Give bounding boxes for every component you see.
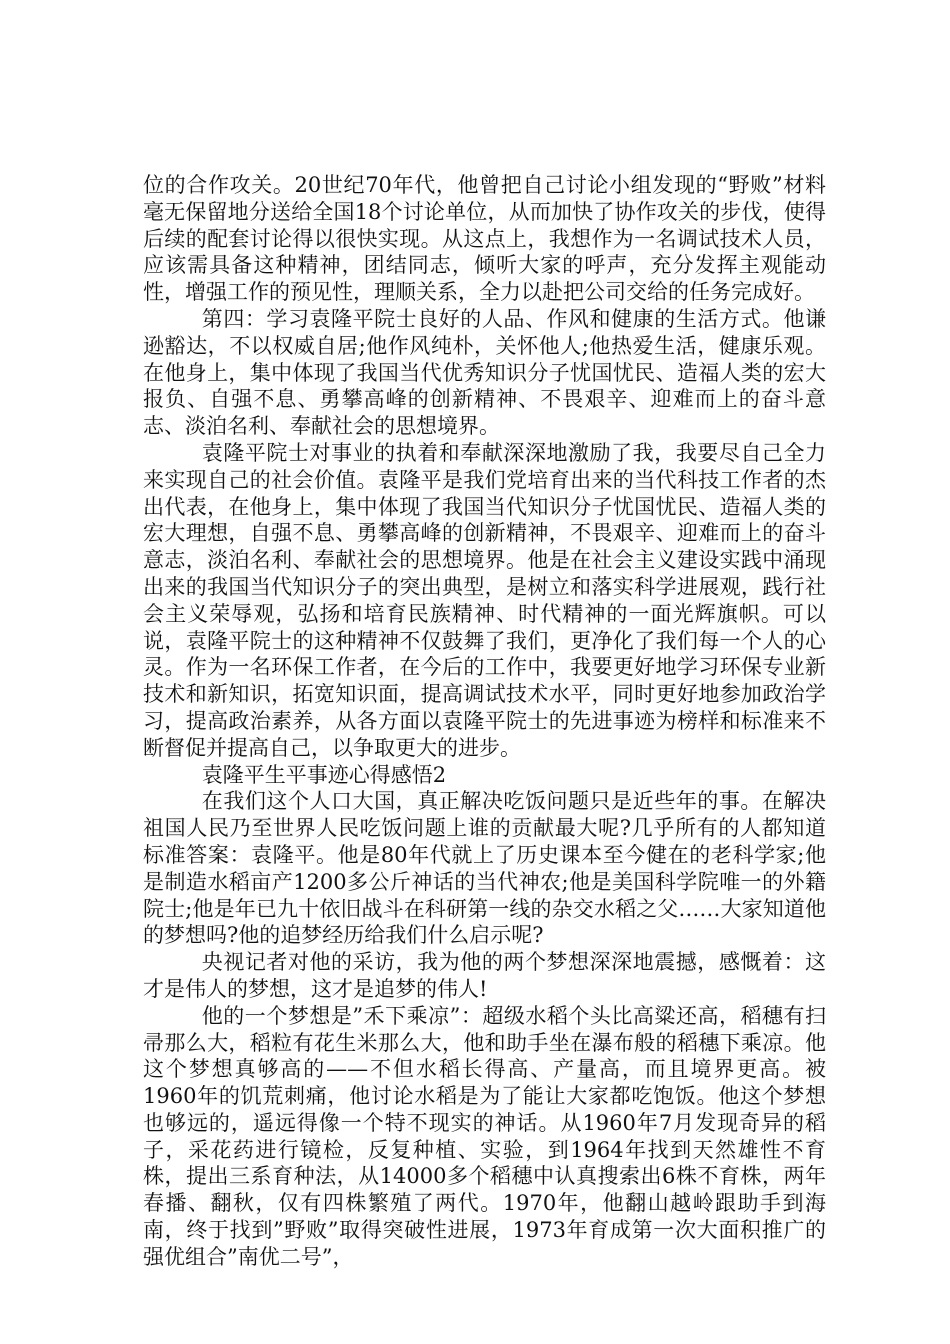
paragraph-dream: 他的一个梦想是”禾下乘凉”：超级水稻个头比高粱还高，稻穗有扫帚那么大，稻粒有花生米那么大，他和助手坐在瀑布般的稻穗下乘凉。他这个梦想真够高的——不但水稻长得高、产量高，而且境界更高。被1960年的饥荒刺痛，他讨论水稻是为了能让大家都吃饱饭。他这个梦想也够远的，遥远得像一个特不现实的神话。从1960年7月发现奇异的稻子，采花药进行镜检，反复种植、实验，到1964年找到天然雄性不育株，提出三系育种法，从14000多个稻穗中认真搜索出6株不育株，两年春播、翻秋，仅有四株繁殖了两代。1970年，他翻山越岭跟助手到海南，终于找到”野败”取得突破性进展，1973年育成第一次大面积推广的强优组合”南优二号”，	[143, 1003, 826, 1269]
paragraph-food-problem: 在我们这个人口大国，真正解决吃饭问题只是近些年的事。在解决祖国人民乃至世界人民吃饭问题上谁的贡献最大呢?几乎所有的人都知道标准答案：袁隆平。他是80年代就上了历史课本至今健在的老科学家;他是制造水稻亩产1200多公斤神话的当代神农;他是美国科学院唯一的外籍院士;他是年已九十依旧战斗在科研第一线的杂交水稻之父……大家知道他的梦想吗?他的追梦经历给我们什么启示呢?	[143, 789, 826, 948]
document-page	[143, 172, 826, 1271]
paragraph-cooperation: 位的合作攻关。20世纪70年代，他曾把自己讨论小组发现的“野败”材料毫无保留地分送给全国18个讨论单位，从而加快了协作攻关的步伐，使得后续的配套讨论得以很快实现。从这点上，我想作为一名调试技术人员，应该需具备这种精神，团结同志，倾听大家的呼声，充分发挥主观能动性，增强工作的预见性，理顺关系，全力以赴把公司交给的任务完成好。	[143, 173, 826, 305]
paragraph-inspiration: 袁隆平院士对事业的执着和奉献深深地激励了我，我要尽自己全力来实现自己的社会价值。袁隆平是我们党培育出来的当代科技工作者的杰出代表，在他身上，集中体现了我国当代知识分子忧国忧民、造福人类的宏大理想，自强不息、勇攀高峰的创新精神，不畏艰辛、迎难而上的奋斗意志，淡泊名利、奉献社会的思想境界。他是在社会主义建设实践中涌现出来的我国当代知识分子的突出典型，是树立和落实科学进展观，践行社会主义荣辱观，弘扬和培育民族精神、时代精神的一面光辉旗帜。可以说，袁隆平院士的这种精神不仅鼓舞了我们，更净化了我们每一个人的心灵。作为一名环保工作者，在今后的工作中，我要更好地学习环保专业新技术和新知识，拓宽知识面，提高调试技术水平，同时更好地参加政治学习，提高政治素养，从各方面以袁隆平院士的先进事迹为榜样和标准来不断督促并提高自己，以争取更大的进步。	[143, 440, 826, 760]
section-heading: 袁隆平生平事迹心得感悟2	[201, 762, 447, 787]
paragraph-fourth-point: 第四：学习袁隆平院士良好的人品、作风和健康的生活方式。他谦逊豁达，不以权威自居;他作风纯朴，关怀他人;他热爱生活，健康乐观。在他身上，集中体现了我国当代优秀知识分子忧国忧民、造福人类的宏大报负、自强不息、勇攀高峰的创新精神、不畏艰辛、迎难而上的奋斗意志、淡泊名利、奉献社会的思想境界。	[143, 306, 826, 439]
paragraph-interview: 央视记者对他的采访，我为他的两个梦想深深地震撼，感慨着：这才是伟人的梦想，这才是追梦的伟人!	[143, 950, 826, 1001]
